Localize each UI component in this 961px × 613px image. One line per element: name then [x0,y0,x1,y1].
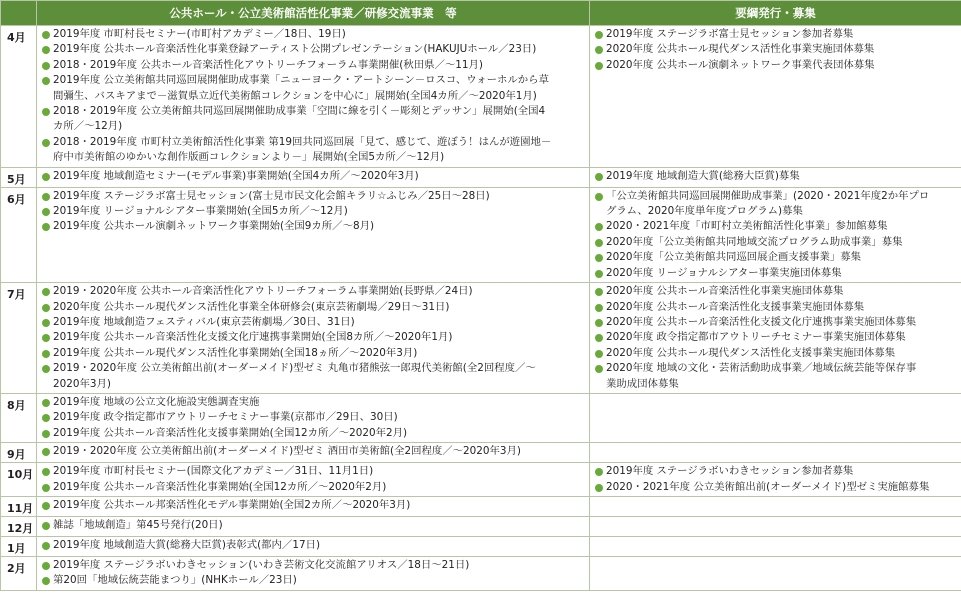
event-item-text: 2019年度 公共ホール演劇ネットワーク事業開始(全国9カ所／～8月) [53,220,375,233]
recruitment-item-text: 2020年度 公共ホール音楽活性化支援事業実施団体募集 [606,300,865,313]
recruitment-item-text: 2020年度 公共ホール現代ダンス活性化支援事業実施団体募集 [606,346,896,359]
bullet-dot-icon [595,193,603,201]
header-month [1,1,37,26]
bullet-dot-icon [42,319,50,327]
event-item-text: 2019・2020年度 公立美術館出前(オーダーメイド)型ゼミ 酒田市美術館(全2回程度／～2020年3月) [53,445,521,458]
bullet-dot-icon [42,77,50,85]
events-cell [37,496,590,516]
event-item-text: 2019年度 市町村長セミナー(市町村アカデミー／18日、19日) [53,28,346,40]
bullet-dot-icon [42,31,50,39]
bullet-dot-icon [42,350,50,358]
bullet-dot-icon [595,484,603,492]
bullet-dot-icon [42,577,50,585]
bullet-dot-icon [42,542,50,550]
event-item-text: 2019・2020年度 公共ホール音楽活性化アウトリーチフォーラム事業開始(長野県／24日) [53,285,473,298]
month-label: 6月 [1,187,37,282]
bullet-dot-icon [595,270,603,278]
event-item [41,573,587,588]
event-item-text: 2019年度 ステージラボいわきセッション(いわき芸術文化交流館アリオス／18日～21日) [53,558,470,571]
event-item [41,538,587,553]
month-row [1,26,961,168]
recruitment-cell [590,496,961,516]
event-item-text: 2018・2019年度 公共ホール音楽活性化アウトリーチフォーラム事業開催(秋田県／～11月) [53,58,483,71]
event-item [41,498,587,513]
bullet-dot-icon [42,468,50,476]
month-row [1,496,961,516]
month-label: 7月 [1,283,37,394]
bullet-dot-icon [595,334,603,342]
event-item-text: 雑誌「地域創造」第45号発行(20日) [53,518,223,531]
month-row [1,187,961,282]
recruitment-item-text: 2019年度 ステージラボ富士見セッション参加者募集 [606,28,854,40]
event-item [41,558,587,573]
event-item-text: 2018・2019年度 公立美術館共同巡回展開催助成事業「空間に線を引く－彫刻とデッサン」展開始(全国4 カ所／～12月) [53,105,546,133]
event-item [41,330,587,345]
bullet-dot-icon [595,173,603,181]
bullet-dot-icon [42,365,50,373]
recruitment-item [594,346,959,361]
event-item [41,315,587,330]
month-label: 12月 [1,516,37,536]
event-item [41,518,587,533]
recruitment-item-text: 2020年度 公共ホール音楽活性化事業実施団体募集 [606,285,844,298]
recruitment-cell [590,26,961,168]
month-row [1,393,961,442]
month-label: 1月 [1,536,37,556]
recruitment-cell [590,283,961,394]
month-label: 4月 [1,26,37,168]
recruitment-cell [590,187,961,282]
event-item-text: 2019年度 リージョナルシアター事業開始(全国5カ所／～12月) [53,205,348,218]
recruitment-item [594,315,959,330]
recruitment-item-text: 2020年度「公立美術館共同地域交流プログラム助成事業」募集 [606,235,903,248]
recruitment-item [594,189,959,220]
recruitment-item [594,464,959,479]
event-item [41,73,587,104]
month-label: 2月 [1,556,37,590]
bullet-dot-icon [595,31,603,39]
bullet-dot-icon [595,288,603,296]
bullet-dot-icon [42,304,50,312]
events-cell [37,516,590,536]
event-item [41,219,587,234]
bullet-dot-icon [42,108,50,116]
event-item [41,300,587,315]
bullet-dot-icon [595,319,603,327]
event-item [41,42,587,57]
event-item [41,169,587,184]
events-cell [37,463,590,497]
events-cell [37,187,590,282]
event-item-text: 2019年度 公共ホール音楽活性化事業開始(全国12カ所／～2020年2月) [53,480,387,493]
recruitment-item-text: 2020年度 リージョナルシアター事業実施団体募集 [606,266,842,279]
event-item [41,395,587,410]
recruitment-item [594,235,959,250]
bullet-dot-icon [595,223,603,231]
event-item-text: 2019年度 地域創造フェスティバル(東京芸術劇場／30日、31日) [53,315,355,328]
events-cell [37,26,590,168]
event-item [41,346,587,361]
event-item [41,444,587,459]
recruitment-cell [590,393,961,442]
recruitment-cell [590,536,961,556]
recruitment-item [594,330,959,345]
recruitment-item-text: 2020年度 政令指定都市アウトリーチセミナー事業実施団体募集 [606,331,906,344]
recruitment-item-text: 2020年度 公共ホール現代ダンス活性化事業実施団体募集 [606,43,875,56]
recruitment-cell [590,463,961,497]
recruitment-item-text: 2020年度 公共ホール音楽活性化支援文化庁連携事業実施団体募集 [606,315,917,328]
recruitment-item-text: 2020年度「公立美術館共同巡回展企画支援事業」募集 [606,251,862,264]
event-item [41,135,587,166]
bullet-dot-icon [42,223,50,231]
recruitment-cell [590,167,961,187]
bullet-dot-icon [42,448,50,456]
month-row [1,516,961,536]
event-item-text: 2018・2019年度 市町村立美術館活性化事業 第19回共同巡回展「見て、感じて、遊ぼう！はんが遊園地－ 府中市美術館のゆかいな創作版画コレクションより－」展開始(全国5カ所／～12月) [53,135,552,164]
recruitment-item [594,42,959,57]
events-cell [37,443,590,463]
recruitment-item [594,361,959,392]
event-item-text: 2019年度 ステージラボ富士見セッション(富士見市民文化会館キラリ☆ふじみ／25日～28日) [53,189,490,202]
bullet-dot-icon [42,484,50,492]
event-item-text: 2019年度 公共ホール音楽活性化事業登録アーティスト公開プレゼンテーション(HAKUJUホール／23日) [53,43,537,56]
event-item-text: 2019年度 地域創造セミナー(モデル事業)事業開始(全国4カ所／～2020年3月) [53,169,419,182]
bullet-dot-icon [595,62,603,70]
recruitment-item-text: 2020年度 地域の文化・芸術活動助成事業／地域伝統芸能等保存事 業助成団体募集 [606,362,917,390]
event-item-text: 2019年度 公共ホール邦楽活性化モデル事業開始(全国2カ所／～2020年3月) [53,498,411,511]
recruitment-item-text: 2020・2021年度 公立美術館出前(オーダーメイド)型ゼミ実施館募集 [606,480,930,493]
event-item-text: 2019年度 公共ホール現代ダンス活性化事業開始(全国18ヵ所／～2020年3月) [53,346,418,359]
month-row [1,463,961,497]
event-item-text: 2019年度 市町村長セミナー(国際文化アカデミー／31日、11月1日) [53,465,374,478]
month-row [1,443,961,463]
bullet-dot-icon [595,46,603,54]
bullet-dot-icon [595,304,603,312]
bullet-dot-icon [42,208,50,216]
recruitment-cell [590,516,961,536]
recruitment-item [594,284,959,299]
bullet-dot-icon [595,239,603,247]
month-label: 5月 [1,167,37,187]
event-item [41,480,587,495]
bullet-dot-icon [42,414,50,422]
event-item-text: 2019年度 公共ホール音楽活性化支援文化庁連携事業開始(全国8カ所／～2020年1月) [53,331,453,344]
events-cell [37,393,590,442]
event-item-text: 第20回「地域伝統芸能まつり」(NHKホール／23日) [53,574,297,587]
bullet-dot-icon [42,193,50,201]
events-cell [37,536,590,556]
month-row [1,283,961,394]
bullet-dot-icon [42,399,50,407]
recruitment-item-text: 2020・2021年度「市町村立美術館活性化事業」参加館募集 [606,220,888,233]
recruitment-item [594,27,959,42]
recruitment-item [594,480,959,495]
bullet-dot-icon [42,502,50,510]
recruitment-cell [590,443,961,463]
month-label: 10月 [1,463,37,497]
recruitment-item [594,169,959,184]
event-item-text: 2019年度 地域の公立文化施設実態調査実施 [53,395,260,408]
event-item [41,104,587,135]
events-cell [37,556,590,590]
month-row [1,556,961,590]
event-item-text: 2019年度 公共ホール音楽活性化支援事業開始(全国12カ所／～2020年2月) [53,426,408,439]
month-label: 8月 [1,393,37,442]
month-label: 11月 [1,496,37,516]
event-item [41,27,587,42]
bullet-dot-icon [42,46,50,54]
event-item [41,426,587,441]
bullet-dot-icon [42,334,50,342]
bullet-dot-icon [42,62,50,70]
month-row [1,167,961,187]
event-item-text: 2019年度 政令指定都市アウトリーチセミナー事業(京都市／29日、30日) [53,411,398,424]
event-item-text: 2019年度 公立美術館共同巡回展開催助成事業「ニューヨーク・アートシーン－ロスコ、ウォーホルから草 間彌生、バスキアまで－滋賀県立近代美術館コレクションを中心に」展開始(全国4カ所／～2020年1月) [53,74,549,102]
event-item [41,464,587,479]
event-item [41,284,587,299]
bullet-dot-icon [42,522,50,530]
recruitment-item-text: 2020年度 公共ホール演劇ネットワーク事業代表団体募集 [606,58,875,71]
header-row [1,1,961,26]
bullet-dot-icon [595,468,603,476]
month-label: 9月 [1,443,37,463]
recruitment-item-text: 2019年度 地域創造大賞(総務大臣賞)募集 [606,169,800,182]
bullet-dot-icon [42,430,50,438]
events-cell [37,283,590,394]
bullet-dot-icon [42,139,50,147]
recruitment-item [594,266,959,281]
event-item [41,189,587,204]
recruitment-cell [590,556,961,590]
bullet-dot-icon [42,173,50,181]
recruitment-item [594,58,959,73]
events-cell [37,167,590,187]
event-item-text: 2019・2020年度 公立美術館出前(オーダーメイド)型ゼミ 丸亀市猪熊弦一郎現代美術館(全2回程度／～ 2020年3月) [53,362,536,390]
event-item-text: 2020年度 公共ホール現代ダンス活性化事業全体研修会(東京芸術劇場／29日～31日) [53,300,450,313]
schedule-body [1,26,961,591]
recruitment-item-text: 「公立美術館共同巡回展開催助成事業」(2020・2021年度2か年プロ グラム、2020年度単年度プログラム)募集 [606,189,930,218]
bullet-dot-icon [42,288,50,296]
bullet-dot-icon [595,365,603,373]
event-item [41,361,587,392]
header-recruitment: 要綱発行・募集 [590,1,961,26]
header-events: 公共ホール・公立美術館活性化事業／研修交流事業 等 [37,1,590,26]
event-item [41,410,587,425]
month-row [1,536,961,556]
event-item [41,58,587,73]
bullet-dot-icon [42,562,50,570]
bullet-dot-icon [595,254,603,262]
recruitment-item [594,219,959,234]
event-item [41,204,587,219]
recruitment-item-text: 2019年度 ステージラボいわきセッション参加者募集 [606,465,854,478]
recruitment-item [594,300,959,315]
recruitment-item [594,250,959,265]
event-item-text: 2019年度 地域創造大賞(総務大臣賞)表彰式(都内／17日) [53,538,320,551]
bullet-dot-icon [595,350,603,358]
